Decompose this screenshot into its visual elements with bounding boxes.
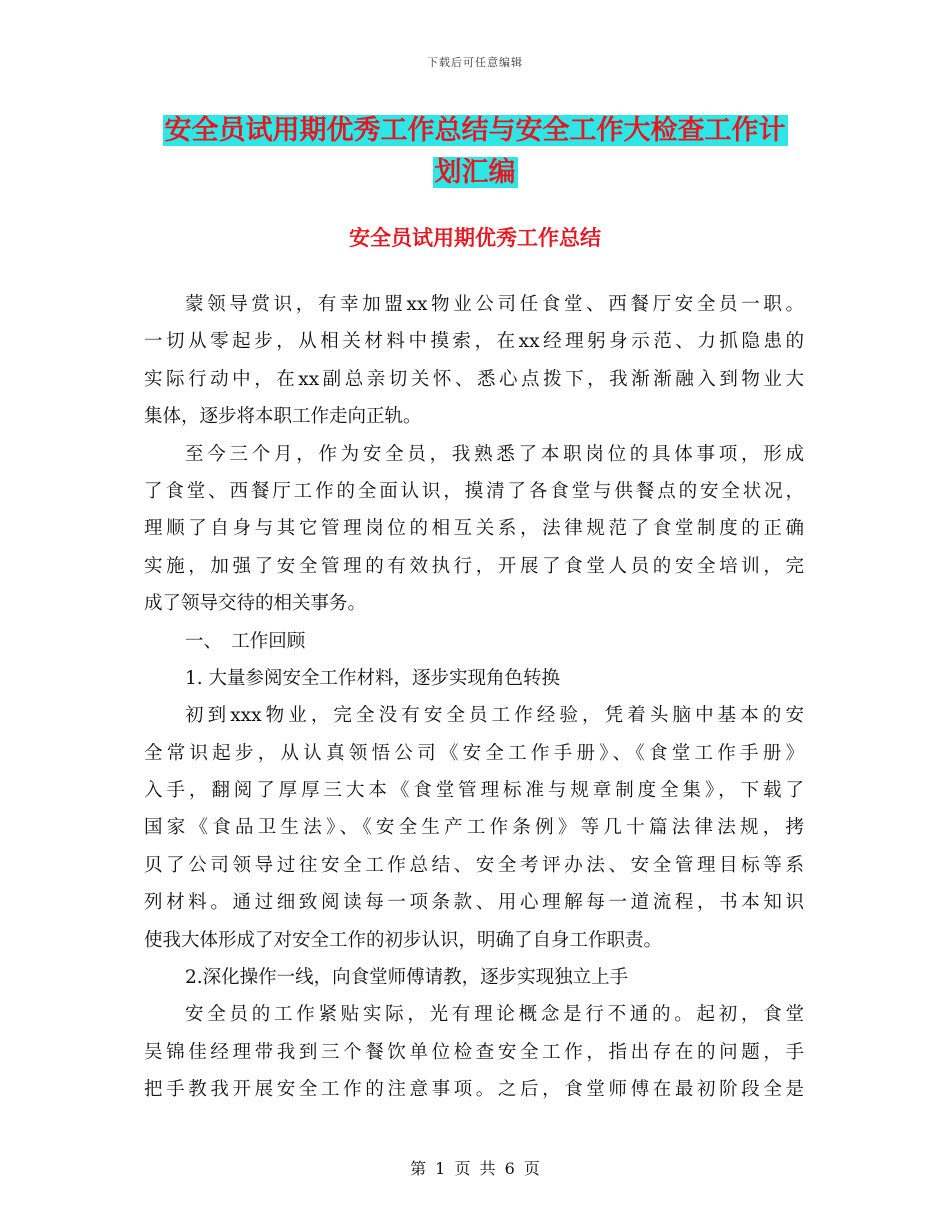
body-line: 成了领导交待的相关事务。 <box>144 593 367 615</box>
body-line: 一切从零起步，从相关材料中摸索，在xx经理躬身示范、力抓隐患的 <box>144 331 804 353</box>
document-title-line-2: 划汇编 <box>434 157 516 188</box>
body-heading: 一、 工作回顾 <box>185 630 306 652</box>
body-line: 蒙领导赏识，有幸加盟xx物业公司任食堂、西餐厅安全员一职。 <box>185 294 804 315</box>
body-line: 吴锦佳经理带我到三个餐饮单位检查安全工作，指出存在的问题，手 <box>144 1041 804 1063</box>
body-line: 安全员的工作紧贴实际，光有理论概念是行不通的。起初，食堂 <box>185 1004 804 1026</box>
body-line: 国家《食品卫生法》、《安全生产工作条例》等几十篇法律法规，拷 <box>144 817 804 839</box>
body-line: 集体，逐步将本职工作走向正轨。 <box>144 406 422 428</box>
body-line: 全常识起步，从认真领悟公司《安全工作手册》、《食堂工作手册》 <box>144 742 804 764</box>
document-title-line-1: 安全员试用期优秀工作总结与安全工作大检查工作计 <box>164 115 786 146</box>
body-line: 初到xxx物业，完全没有安全员工作经验，凭着头脑中基本的安 <box>185 705 804 727</box>
body-subheading: 2.深化操作一线，向食堂师傅请教，逐步实现独立上手 <box>185 967 629 989</box>
section-title: 安全员试用期优秀工作总结 <box>349 226 601 250</box>
body-line: 列材料。通过细致阅读每一项条款、用心理解每一道流程，书本知识 <box>144 892 804 914</box>
body-line: 实施，加强了安全管理的有效执行，开展了食堂人员的安全培训，完 <box>144 555 804 577</box>
body-line: 实际行动中，在xx副总亲切关怀、悉心点拨下，我渐渐融入到物业大 <box>144 368 804 390</box>
body-line: 至今三个月，作为安全员，我熟悉了本职岗位的具体事项，形成 <box>185 443 804 465</box>
body-line: 把手教我开展安全工作的注意事项。之后，食堂师傅在最初阶段全是 <box>144 1079 804 1101</box>
body-line: 入手，翻阅了厚厚三大本《食堂管理标准与规章制度全集》，下载了 <box>144 780 804 802</box>
page-number-footer: 第 1 页 共 6 页 <box>410 1159 540 1178</box>
body-line: 理顺了自身与其它管理岗位的相互关系，法律规范了食堂制度的正确 <box>144 518 804 540</box>
page-header-note: 下载后可任意编辑 <box>427 56 523 69</box>
body-line: 了食堂、西餐厅工作的全面认识，摸清了各食堂与供餐点的安全状况， <box>144 480 804 502</box>
body-subheading: 1. 大量参阅安全工作材料，逐步实现角色转换 <box>185 667 561 689</box>
body-line: 使我大体形成了对安全工作的初步认识，明确了自身工作职责。 <box>144 929 663 951</box>
body-line: 贝了公司领导过往安全工作总结、安全考评办法、安全管理目标等系 <box>144 854 804 876</box>
body-text <box>144 286 804 1109</box>
